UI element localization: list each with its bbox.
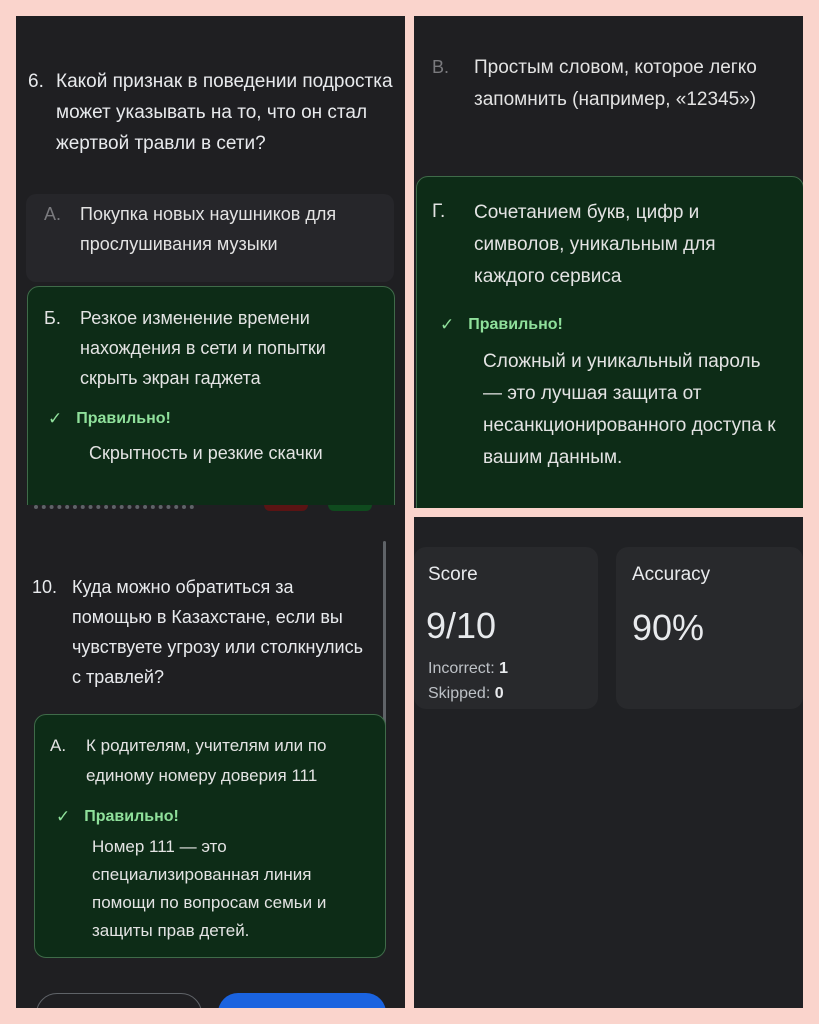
results-panel	[414, 517, 803, 1008]
option-a-text: Покупка новых наушников для прослушивания музыки	[80, 204, 337, 254]
score-card	[414, 547, 598, 709]
question-number: 10.	[32, 577, 58, 597]
progress-dots	[34, 505, 194, 513]
quiz-panel-password	[414, 16, 803, 508]
option-a-text: К родителям, учителям или по единому номеру доверия 111	[86, 736, 327, 785]
explanation-text: Скрытность и резкие скачки	[89, 443, 323, 463]
correct-indicator	[48, 409, 171, 429]
question-text: Куда можно обратиться за помощью в Казахстане, если вы чувствуете угрозу или столкнулись с травлей?	[72, 577, 363, 687]
incorrect-label: Incorrect:	[428, 660, 495, 677]
option-v[interactable]	[432, 52, 782, 116]
question-title	[32, 572, 372, 692]
correct-label: Правильно!	[468, 316, 563, 333]
option-b-letter: Б.	[44, 308, 61, 328]
skipped-value: 0	[494, 685, 504, 702]
option-a[interactable]	[50, 731, 370, 791]
correct-indicator	[440, 315, 563, 335]
accuracy-card	[616, 547, 803, 709]
question-title	[28, 66, 398, 159]
correct-chip[interactable]	[328, 505, 372, 511]
skipped-label: Skipped:	[428, 685, 491, 702]
option-a[interactable]	[44, 199, 374, 259]
score-label: Score	[428, 564, 478, 585]
option-v-letter: В.	[432, 57, 450, 77]
option-v-text: Простым словом, которое легко запомнить (например, «12345»)	[474, 57, 757, 110]
next-button[interactable]	[218, 993, 386, 1008]
check-icon: ✓	[56, 807, 71, 826]
correct-label: Правильно!	[76, 410, 171, 427]
option-a-letter: А.	[50, 736, 67, 755]
quiz-panel-question-6	[16, 16, 405, 508]
explanation-text: Номер 111 — это специализированная линия помощи по вопросам семьи и защиты прав детей.	[92, 837, 327, 940]
incorrect-chip[interactable]	[264, 505, 308, 511]
option-g-text: Сочетанием букв, цифр и символов, уникальным для каждого сервиса	[474, 202, 716, 287]
incorrect-value: 1	[499, 660, 509, 677]
option-b-text: Резкое изменение времени нахождения в сети и попытки скрыть экран гаджета	[80, 308, 326, 388]
correct-label: Правильно!	[84, 808, 179, 825]
accuracy-label: Accuracy	[632, 564, 711, 585]
option-b[interactable]	[44, 303, 374, 393]
question-number: 6.	[28, 71, 44, 92]
score-value: 9/10	[426, 605, 497, 646]
check-icon: ✓	[48, 409, 63, 428]
incorrect-count	[428, 660, 508, 678]
option-g-letter: Г.	[432, 201, 446, 222]
skipped-count	[428, 685, 504, 703]
previous-button[interactable]	[36, 993, 202, 1008]
check-icon: ✓	[440, 315, 455, 334]
option-a-letter: А.	[44, 204, 62, 224]
question-text: Какой признак в поведении подростка может указывать на то, что он стал жертвой травли в сети?	[56, 71, 393, 154]
quiz-panel-question-10	[16, 517, 405, 1008]
correct-indicator	[56, 807, 179, 827]
accuracy-value: 90%	[632, 607, 705, 648]
scrollbar[interactable]	[383, 541, 386, 727]
option-g[interactable]	[432, 197, 782, 293]
explanation-text: Сложный и уникальный пароль — это лучшая защита от несанкционированного доступа к вашим данным.	[483, 351, 776, 468]
